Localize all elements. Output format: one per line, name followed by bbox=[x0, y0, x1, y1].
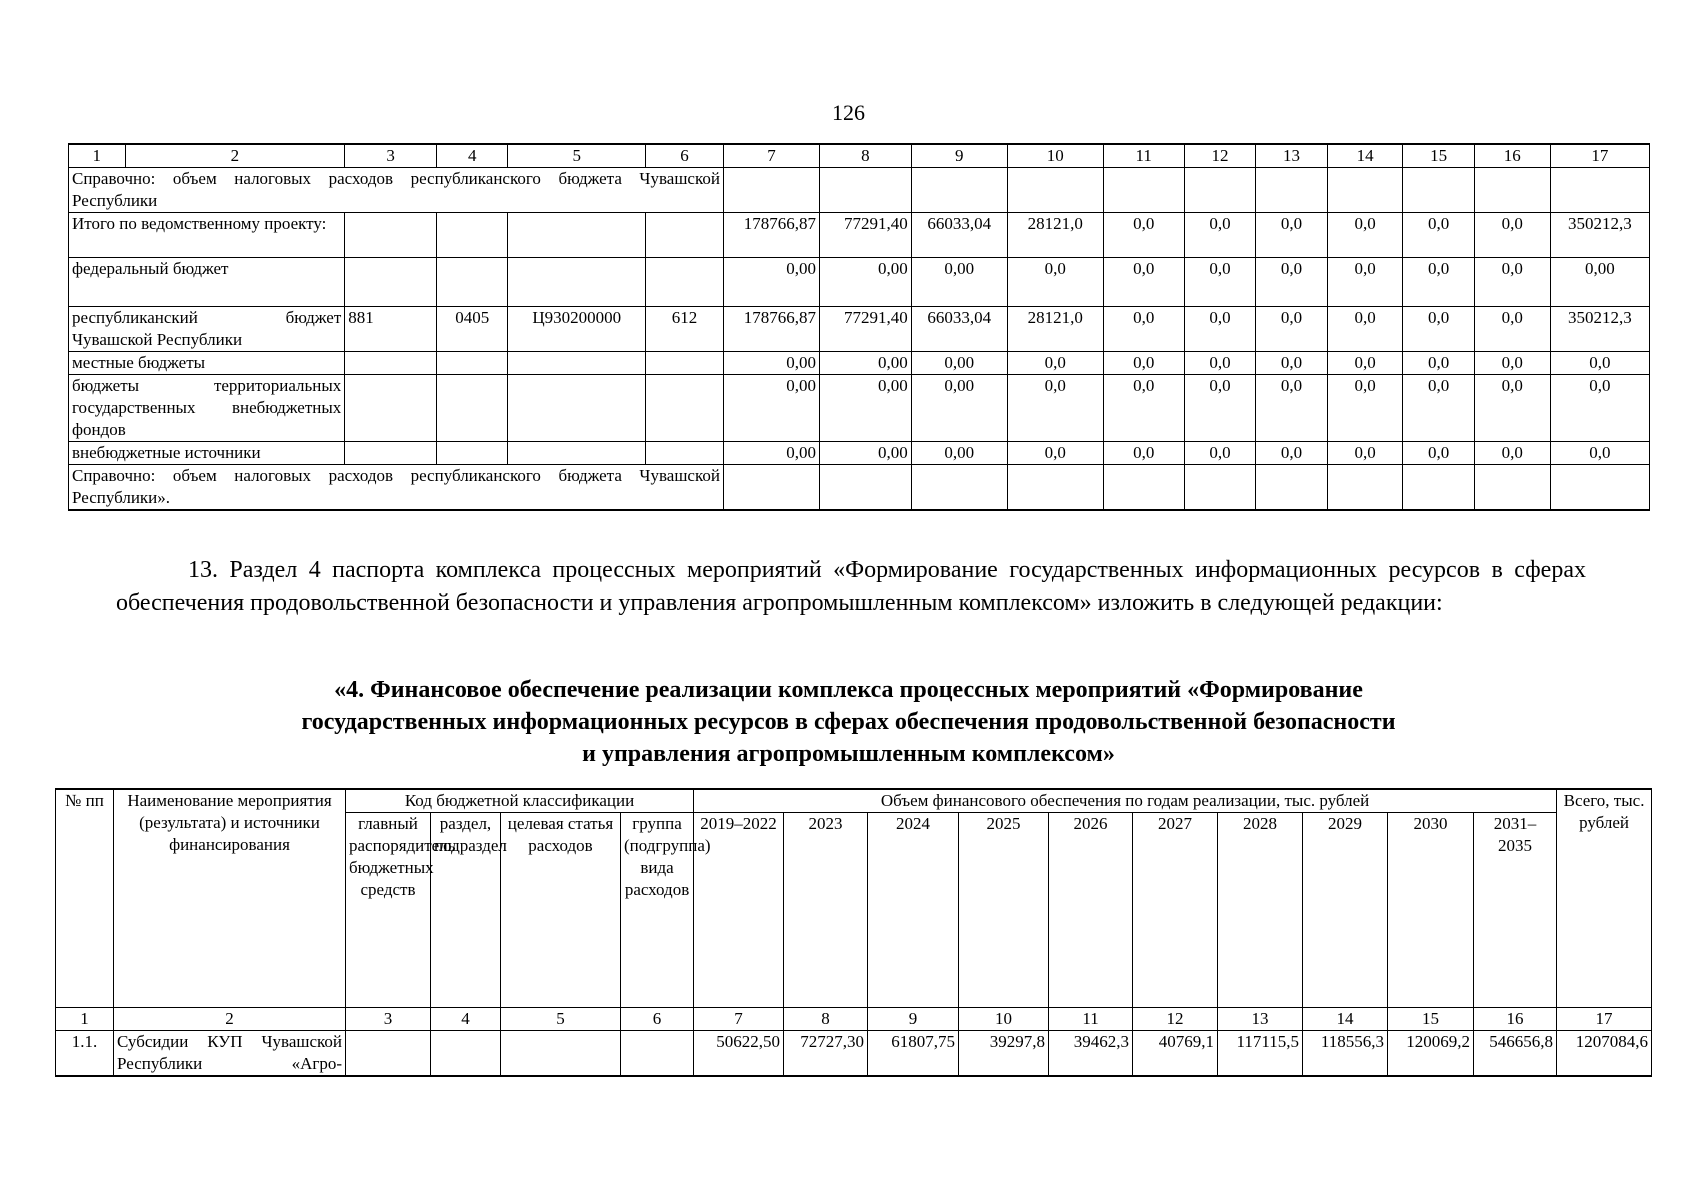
value-cell: 0,0 bbox=[1403, 258, 1474, 307]
value-cell: 0,0 bbox=[1403, 375, 1474, 442]
col-number: 7 bbox=[694, 1008, 784, 1031]
row-label: бюджеты территориальных государственных внебюджетных фондов bbox=[69, 375, 345, 442]
value-cell: 0,0 bbox=[1474, 307, 1550, 352]
value-cell: 0,0 bbox=[1103, 442, 1184, 465]
col-number: 4 bbox=[431, 1008, 501, 1031]
col-number: 15 bbox=[1403, 144, 1474, 168]
value-cell: 0,0 bbox=[1103, 352, 1184, 375]
value-cell: 0,0 bbox=[1256, 258, 1327, 307]
code-target: Ц930200000 bbox=[508, 307, 646, 352]
value-cell: 77291,40 bbox=[819, 307, 911, 352]
value-cell: 0,0 bbox=[1007, 442, 1103, 465]
value-cell: 28121,0 bbox=[1007, 307, 1103, 352]
value-cell: 0,0 bbox=[1327, 442, 1403, 465]
col-number: 2 bbox=[114, 1008, 346, 1031]
heading-line: государственных информационных ресурсов в сферах обеспечения продовольственной безопасности bbox=[301, 709, 1396, 735]
value-cell: 0,0 bbox=[1403, 442, 1474, 465]
header-year: 2019–2022 bbox=[694, 813, 784, 1008]
code-section bbox=[437, 375, 508, 442]
value-cell: 0,00 bbox=[911, 375, 1007, 442]
value-cell: 0,0 bbox=[1256, 375, 1327, 442]
column-number-row bbox=[69, 144, 1650, 168]
value-cell: 0,00 bbox=[819, 258, 911, 307]
header-name: Наименование мероприятия (результата) и источники финансирования bbox=[114, 789, 346, 1008]
col-number: 14 bbox=[1303, 1008, 1388, 1031]
value-cell: 0,0 bbox=[1256, 442, 1327, 465]
value-cell: 0,0 bbox=[1007, 352, 1103, 375]
page-number: 126 bbox=[832, 100, 865, 125]
value-cell: 0,0 bbox=[1327, 213, 1403, 258]
value-cell: 0,0 bbox=[1103, 258, 1184, 307]
value-cell: 0,0 bbox=[1550, 352, 1649, 375]
table-row bbox=[69, 442, 1650, 465]
code-admin bbox=[345, 375, 437, 442]
reference-note-row bbox=[69, 465, 1650, 511]
value-cell: 350212,3 bbox=[1550, 213, 1649, 258]
value-cell: 0,0 bbox=[1103, 375, 1184, 442]
value-cell: 0,0 bbox=[1327, 352, 1403, 375]
table-row bbox=[56, 1031, 1652, 1077]
heading-line: и управления агропромышленным комплексом» bbox=[582, 741, 1115, 767]
header-year: 2025 bbox=[959, 813, 1049, 1008]
continuation-table bbox=[68, 143, 1650, 511]
value-cell: 0,0 bbox=[1103, 213, 1184, 258]
code-section: 0405 bbox=[437, 307, 508, 352]
value-cell: 178766,87 bbox=[723, 307, 819, 352]
code-admin bbox=[345, 442, 437, 465]
code-group bbox=[646, 375, 724, 442]
code-target bbox=[508, 442, 646, 465]
header-main-manager: главный распорядитель бюджетных средств bbox=[346, 813, 431, 1008]
header-section: раздел, подраздел bbox=[431, 813, 501, 1008]
header-year: 2026 bbox=[1049, 813, 1133, 1008]
col-number: 9 bbox=[868, 1008, 959, 1031]
code-target bbox=[508, 213, 646, 258]
code-section bbox=[437, 258, 508, 307]
value-cell: 0,0 bbox=[1007, 375, 1103, 442]
code-target bbox=[508, 375, 646, 442]
col-number: 10 bbox=[959, 1008, 1049, 1031]
header-year: 2030 bbox=[1388, 813, 1474, 1008]
col-number: 17 bbox=[1557, 1008, 1652, 1031]
value-cell: 0,00 bbox=[723, 375, 819, 442]
value-cell: 350212,3 bbox=[1550, 307, 1649, 352]
code-admin bbox=[345, 352, 437, 375]
value-cell: 0,0 bbox=[1184, 307, 1255, 352]
reference-note: Справочно: объем налоговых расходов республиканского бюджета Чувашской Республики bbox=[69, 168, 724, 213]
heading-line: «4. Финансовое обеспечение реализации комплекса процессных мероприятий «Формирование bbox=[334, 677, 1363, 703]
header-year: 2028 bbox=[1218, 813, 1303, 1008]
value-cell: 50622,50 bbox=[694, 1031, 784, 1077]
col-number: 5 bbox=[508, 144, 646, 168]
col-number: 13 bbox=[1256, 144, 1327, 168]
header-total: Всего, тыс. рублей bbox=[1557, 789, 1652, 1008]
value-cell: 72727,30 bbox=[784, 1031, 868, 1077]
value-cell: 0,0 bbox=[1256, 307, 1327, 352]
col-number: 8 bbox=[784, 1008, 868, 1031]
header-volume: Объем финансового обеспечения по годам реализации, тыс. рублей bbox=[694, 789, 1557, 813]
amendment-paragraph: 13. Раздел 4 паспорта комплекса процессных мероприятий «Формирование государственных информационных ресурсов в сферах обеспечения продовольственной безопасности и управления агропромышленным комплексом» изложить в следующей редакции: bbox=[116, 557, 1586, 616]
value-cell: 546656,8 bbox=[1474, 1031, 1557, 1077]
value-cell: 39297,8 bbox=[959, 1031, 1049, 1077]
value-cell: 0,00 bbox=[1550, 258, 1649, 307]
table-row bbox=[69, 258, 1650, 307]
row-label: внебюджетные источники bbox=[69, 442, 345, 465]
header-year: 2024 bbox=[868, 813, 959, 1008]
table-row bbox=[69, 307, 1650, 352]
value-cell: 0,0 bbox=[1007, 258, 1103, 307]
value-cell: 0,0 bbox=[1403, 352, 1474, 375]
header-budget-code: Код бюджетной классификации bbox=[346, 789, 694, 813]
col-number: 16 bbox=[1474, 1008, 1557, 1031]
value-cell: 0,00 bbox=[911, 258, 1007, 307]
value-cell: 117115,5 bbox=[1218, 1031, 1303, 1077]
value-cell: 40769,1 bbox=[1133, 1031, 1218, 1077]
col-number: 12 bbox=[1133, 1008, 1218, 1031]
value-cell: 0,0 bbox=[1474, 442, 1550, 465]
code-target bbox=[508, 352, 646, 375]
value-cell: 0,0 bbox=[1474, 213, 1550, 258]
code-section bbox=[437, 213, 508, 258]
value-cell: 66033,04 bbox=[911, 213, 1007, 258]
value-cell: 0,00 bbox=[723, 442, 819, 465]
financing-table bbox=[55, 788, 1652, 1077]
table-row bbox=[69, 375, 1650, 442]
col-number: 11 bbox=[1049, 1008, 1133, 1031]
header-year: 2029 bbox=[1303, 813, 1388, 1008]
value-cell: 0,00 bbox=[819, 442, 911, 465]
col-number: 7 bbox=[723, 144, 819, 168]
value-cell: 66033,04 bbox=[911, 307, 1007, 352]
value-cell: 0,0 bbox=[1474, 352, 1550, 375]
reference-note: Справочно: объем налоговых расходов республиканского бюджета Чувашской Республики». bbox=[69, 465, 724, 511]
col-number: 4 bbox=[437, 144, 508, 168]
col-number: 1 bbox=[69, 144, 126, 168]
col-number: 13 bbox=[1218, 1008, 1303, 1031]
col-number: 6 bbox=[646, 144, 724, 168]
value-cell: 120069,2 bbox=[1388, 1031, 1474, 1077]
value-cell: 0,00 bbox=[819, 352, 911, 375]
col-number: 9 bbox=[911, 144, 1007, 168]
row-name: Субсидии КУП Чувашской Республики «Агро- bbox=[114, 1031, 346, 1077]
value-cell: 0,0 bbox=[1184, 375, 1255, 442]
code-target bbox=[508, 258, 646, 307]
col-number: 14 bbox=[1327, 144, 1403, 168]
col-number: 5 bbox=[501, 1008, 621, 1031]
value-cell: 0,0 bbox=[1184, 442, 1255, 465]
value-cell: 61807,75 bbox=[868, 1031, 959, 1077]
value-cell: 0,0 bbox=[1184, 258, 1255, 307]
value-cell: 0,00 bbox=[911, 442, 1007, 465]
col-number: 12 bbox=[1184, 144, 1255, 168]
code-group bbox=[646, 442, 724, 465]
table-row bbox=[69, 213, 1650, 258]
col-number: 17 bbox=[1550, 144, 1649, 168]
value-cell: 0,0 bbox=[1184, 352, 1255, 375]
col-number: 8 bbox=[819, 144, 911, 168]
col-number: 10 bbox=[1007, 144, 1103, 168]
header-year: 2027 bbox=[1133, 813, 1218, 1008]
row-label: Итого по ведомственному проекту: bbox=[69, 213, 345, 258]
row-label: федеральный бюджет bbox=[69, 258, 345, 307]
value-cell: 0,0 bbox=[1256, 213, 1327, 258]
value-cell: 1207084,6 bbox=[1557, 1031, 1652, 1077]
value-cell: 0,0 bbox=[1256, 352, 1327, 375]
col-number: 15 bbox=[1388, 1008, 1474, 1031]
code-admin bbox=[345, 213, 437, 258]
header-year: 2023 bbox=[784, 813, 868, 1008]
code-group bbox=[646, 213, 724, 258]
col-number: 1 bbox=[56, 1008, 114, 1031]
value-cell: 0,0 bbox=[1327, 375, 1403, 442]
value-cell: 0,0 bbox=[1103, 307, 1184, 352]
section-heading bbox=[0, 674, 1697, 770]
header-expense-group: группа (подгруппа) вида расходов bbox=[621, 813, 694, 1008]
header-year: 2031–2035 bbox=[1474, 813, 1557, 1008]
value-cell: 178766,87 bbox=[723, 213, 819, 258]
value-cell: 0,00 bbox=[911, 352, 1007, 375]
value-cell: 0,0 bbox=[1474, 375, 1550, 442]
code-group bbox=[646, 258, 724, 307]
value-cell: 0,0 bbox=[1403, 307, 1474, 352]
value-cell: 28121,0 bbox=[1007, 213, 1103, 258]
row-number: 1.1. bbox=[56, 1031, 114, 1077]
header-row bbox=[56, 789, 1652, 813]
column-number-row bbox=[56, 1008, 1652, 1031]
header-target-article: целевая статья расходов bbox=[501, 813, 621, 1008]
value-cell: 0,0 bbox=[1550, 375, 1649, 442]
value-cell: 77291,40 bbox=[819, 213, 911, 258]
value-cell: 0,00 bbox=[723, 258, 819, 307]
value-cell: 0,0 bbox=[1550, 442, 1649, 465]
code-group bbox=[646, 352, 724, 375]
header-number: № пп bbox=[56, 789, 114, 1008]
col-number: 3 bbox=[346, 1008, 431, 1031]
value-cell: 0,0 bbox=[1474, 258, 1550, 307]
col-number: 16 bbox=[1474, 144, 1550, 168]
col-number: 2 bbox=[125, 144, 345, 168]
code-section bbox=[437, 442, 508, 465]
col-number: 11 bbox=[1103, 144, 1184, 168]
value-cell: 0,00 bbox=[819, 375, 911, 442]
row-label: республиканский бюджет Чувашской Республики bbox=[69, 307, 345, 352]
code-admin bbox=[345, 258, 437, 307]
value-cell: 39462,3 bbox=[1049, 1031, 1133, 1077]
col-number: 3 bbox=[345, 144, 437, 168]
value-cell: 0,0 bbox=[1327, 258, 1403, 307]
row-label: местные бюджеты bbox=[69, 352, 345, 375]
code-group: 612 bbox=[646, 307, 724, 352]
value-cell: 0,0 bbox=[1327, 307, 1403, 352]
reference-note-row bbox=[69, 168, 1650, 213]
col-number: 6 bbox=[621, 1008, 694, 1031]
value-cell: 0,0 bbox=[1403, 213, 1474, 258]
value-cell: 0,0 bbox=[1184, 213, 1255, 258]
value-cell: 0,00 bbox=[723, 352, 819, 375]
code-admin: 881 bbox=[345, 307, 437, 352]
table-row bbox=[69, 352, 1650, 375]
value-cell: 118556,3 bbox=[1303, 1031, 1388, 1077]
code-section bbox=[437, 352, 508, 375]
